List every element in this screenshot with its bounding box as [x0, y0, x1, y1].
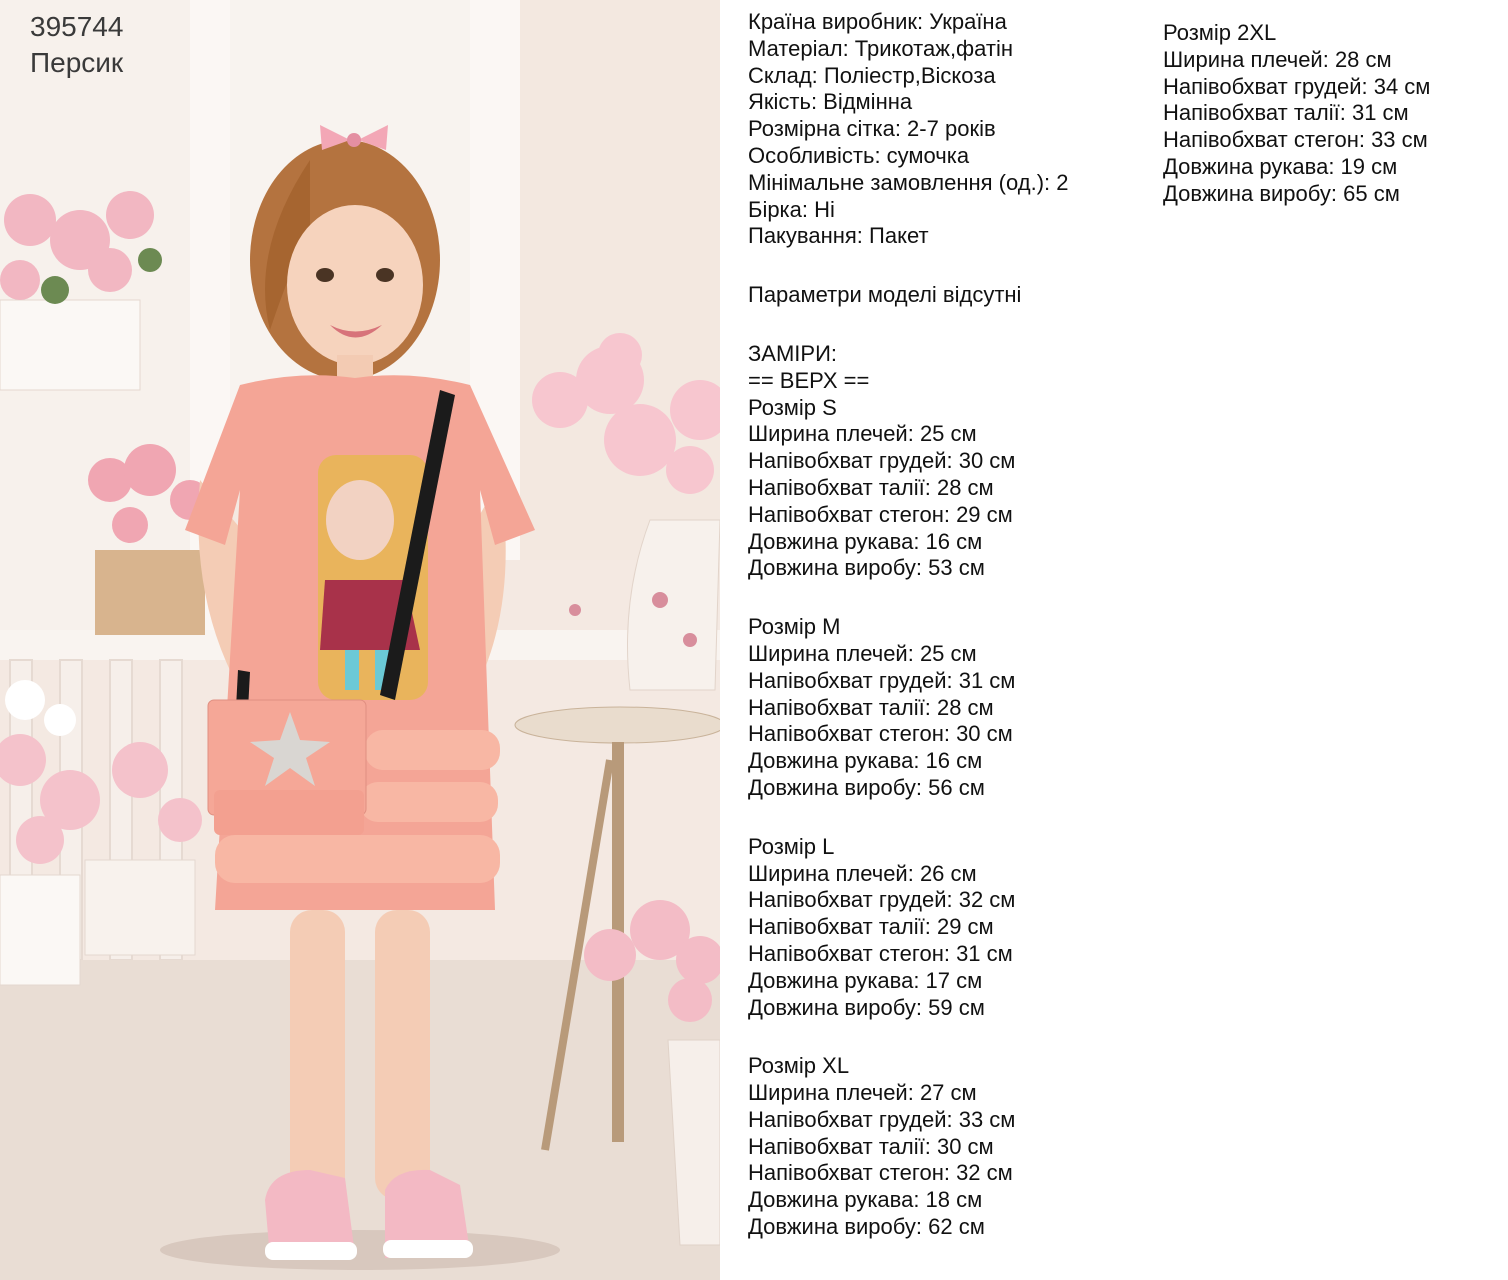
size-line: Напівобхват стегон: 32 см — [748, 1160, 1013, 1186]
product-color: Персик — [30, 47, 124, 78]
product-photo — [0, 0, 720, 1280]
size-line: Напівобхват грудей: 31 см — [748, 667, 1016, 693]
measurements-heading: ЗАМІРИ: — [748, 340, 837, 366]
size-title: Розмір L — [748, 833, 835, 859]
size-block-m — [748, 614, 1068, 802]
spec-min-order: Мінімальне замовлення (од.): 2 — [748, 169, 1069, 195]
spec-composition: Склад: Поліестр,Віскоза — [748, 62, 996, 88]
model-params: Параметри моделі відсутні — [748, 282, 1022, 308]
size-line: Ширина плечей: 25 см — [748, 421, 977, 447]
size-line: Ширина плечей: 26 см — [748, 860, 977, 886]
size-block-2xl — [1163, 20, 1430, 208]
size-line: Довжина рукава: 19 см — [1163, 153, 1398, 179]
size-line: Напівобхват стегон: 33 см — [1163, 127, 1428, 153]
size-line: Довжина рукава: 16 см — [748, 748, 983, 774]
size-line: Напівобхват талії: 31 см — [1163, 100, 1409, 126]
spec-material: Матеріал: Трикотаж,фатін — [748, 35, 1014, 61]
size-line: Напівобхват грудей: 33 см — [748, 1106, 1016, 1132]
size-title: Розмір M — [748, 614, 841, 640]
size-line: Довжина виробу: 62 см — [748, 1214, 985, 1240]
size-line: Напівобхват талії: 28 см — [748, 474, 994, 500]
spec-feature: Особливість: сумочка — [748, 142, 970, 168]
size-title: Розмір S — [748, 394, 837, 420]
size-line: Напівобхват талії: 30 см — [748, 1133, 994, 1159]
spec-tag: Бірка: Ні — [748, 196, 835, 222]
size-block-s — [748, 395, 1068, 583]
size-block-l — [748, 834, 1068, 1022]
size-block-xl — [748, 1053, 1068, 1241]
size-line: Напівобхват талії: 29 см — [748, 914, 994, 940]
size-line: Напівобхват грудей: 34 см — [1163, 73, 1431, 99]
size-line: Довжина виробу: 65 см — [1163, 180, 1400, 206]
size-line: Довжина рукава: 17 см — [748, 967, 983, 993]
product-sku: 395744 — [30, 11, 124, 42]
size-line: Ширина плечей: 28 см — [1163, 46, 1392, 72]
size-line: Напівобхват стегон: 29 см — [748, 501, 1013, 527]
specs-column — [748, 9, 1068, 1241]
size-title: Розмір XL — [748, 1053, 850, 1079]
size-line: Ширина плечей: 27 см — [748, 1080, 977, 1106]
size-column-2 — [1163, 20, 1430, 208]
size-line: Напівобхват стегон: 31 см — [748, 940, 1013, 966]
size-line: Довжина виробу: 56 см — [748, 774, 985, 800]
size-line: Напівобхват талії: 28 см — [748, 694, 994, 720]
size-line: Напівобхват грудей: 30 см — [748, 448, 1016, 474]
size-line: Довжина рукава: 16 см — [748, 528, 983, 554]
spec-country: Країна виробник: Україна — [748, 9, 1007, 34]
size-title: Розмір 2XL — [1163, 20, 1277, 45]
measurements-section: == ВЕРХ == — [748, 367, 870, 393]
spec-packaging: Пакування: Пакет — [748, 223, 929, 249]
spec-quality: Якість: Відмінна — [748, 89, 913, 115]
size-line: Довжина виробу: 59 см — [748, 994, 985, 1020]
size-line: Напівобхват стегон: 30 см — [748, 721, 1013, 747]
spec-size-grid: Розмірна сітка: 2-7 років — [748, 116, 996, 142]
size-line: Довжина виробу: 53 см — [748, 555, 985, 581]
size-line: Напівобхват грудей: 32 см — [748, 887, 1016, 913]
photo-illustration — [0, 0, 720, 1280]
size-line: Довжина рукава: 18 см — [748, 1187, 983, 1213]
size-line: Ширина плечей: 25 см — [748, 640, 977, 666]
